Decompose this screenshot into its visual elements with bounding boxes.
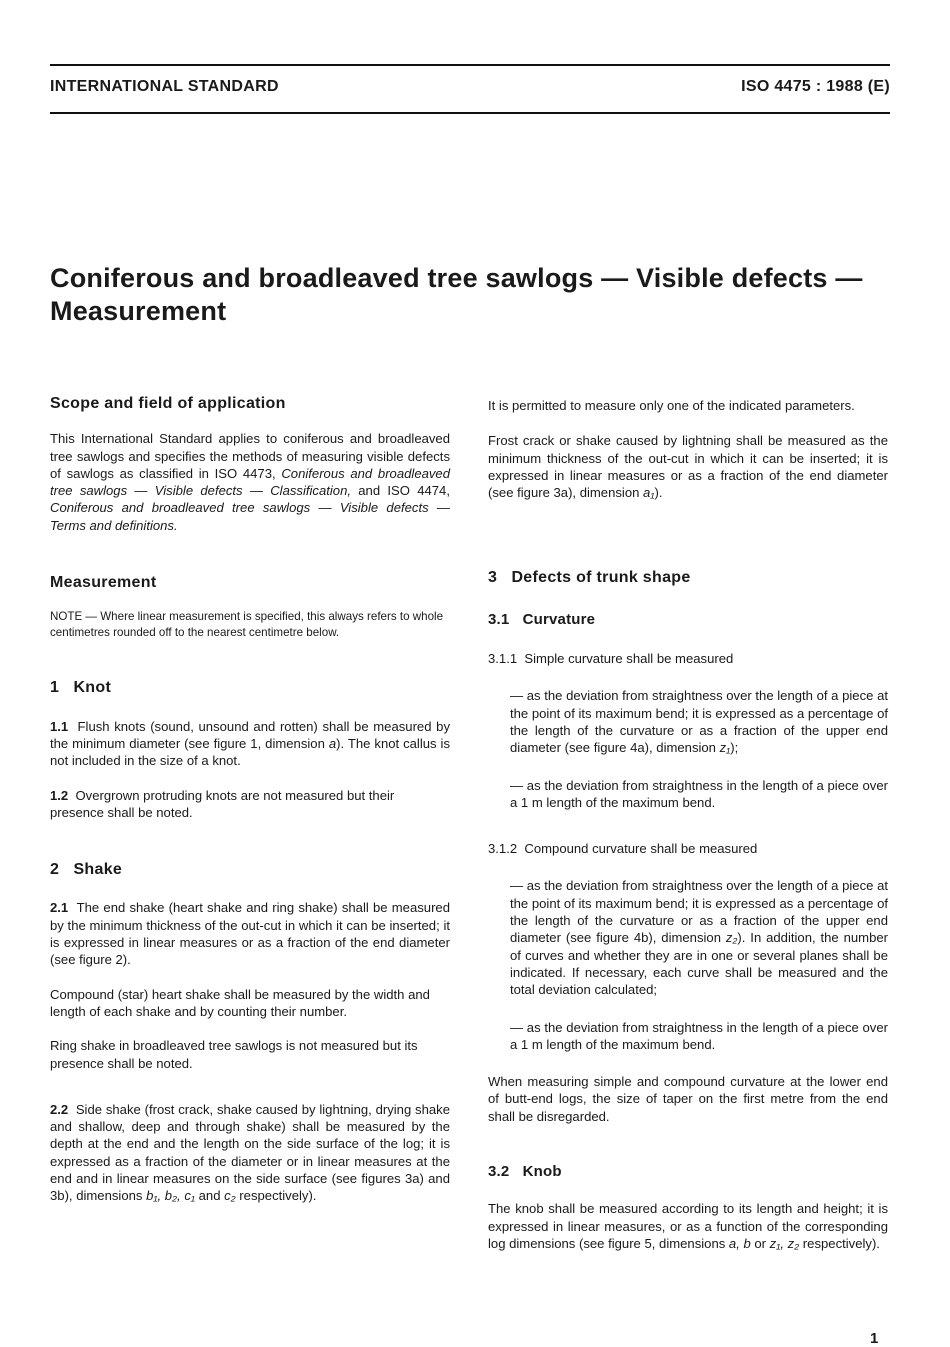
scope-heading: Scope and field of application: [50, 395, 286, 412]
shake-ring-paragraph: Ring shake in broadleaved tree sawlogs is not measured but its presence shall be noted.: [50, 1038, 418, 1071]
clause-2-1: 2.1 The end shake (heart shake and ring shake) shall be measured by the minimum thickness of the out-cut in which it can be inserted; it is expressed in linear measures or as a fraction of the end diameter (see figure 2).: [50, 900, 450, 968]
section-3-1-heading: 3.1 Curvature: [488, 610, 596, 628]
clause-3-1-2: 3.1.2 Compound curvature shall be measured: [488, 841, 758, 857]
right-column: [488, 397, 888, 1252]
section-3-heading: 3 Defects of trunk shape: [488, 569, 691, 587]
simple-curvature-item-1: — as the deviation from straightness over the length of a piece at the point of its maximum bend; it is expressed as a percentage of the length of the curvature or as a fraction of the upper end diameter (see figure 4a), dimension z₁);: [510, 688, 888, 756]
measurement-note: NOTE — Where linear measurement is specified, this always refers to whole centimetres rounded off to the nearest centimetre below.: [50, 610, 444, 640]
header-standard-label: INTERNATIONAL STANDARD: [50, 78, 279, 95]
page-title: Coniferous and broadleaved tree sawlogs — Visible defects — Measurement: [50, 263, 863, 326]
clause-3-1-1: 3.1.1 Simple curvature shall be measured: [488, 651, 734, 667]
clause-2-2: 2.2 Side shake (frost crack, shake caused by lightning, drying shake and shallow, deep and through shake) shall be measured by the depth at the end and the length on the side surface of the log; it is expressed as a fraction of the diameter or in linear measures at the end and in linear measures on the side surface (see figures 3a) and 3b), dimensions b₁, b₂, c₁ and c₂ respectively).: [50, 1101, 450, 1204]
clause-1-2: 1.2 Overgrown protruding knots are not measured but their presence shall be noted.: [50, 787, 395, 820]
scope-ref-4473: Coniferous and broadleaved tree sawlogs — Visible defects — Classification,: [50, 465, 450, 499]
page-number: 1: [870, 1330, 879, 1347]
left-column: [50, 395, 450, 1205]
simple-curvature-item-2: — as the deviation from straightness in the length of a piece over a 1 m length of the maximum bend.: [510, 777, 888, 810]
header-top-rule: [50, 64, 890, 66]
header-bottom-rule: [50, 112, 890, 114]
frost-crack-paragraph: Frost crack or shake caused by lightning shall be measured as the minimum thickness of the out-cut in which it can be inserted; it is expressed in linear measures or as a fraction of the end diameter (see figure 3a), dimension a₁).: [488, 433, 888, 501]
section-2-heading: 2 Shake: [50, 861, 123, 879]
compound-curvature-item-1: — as the deviation from straightness over the length of a piece at the point of its maximum bend; it is expressed as a percentage of the length of the curvature or as a fraction of the upper end diameter (see figure 4b), dimension z₂). In addition, the number of curves and whether they are in one or several planes shall be indicated. If necessary, each curve shall be measured and the total deviation calculated;: [510, 878, 889, 998]
shake-compound-paragraph: Compound (star) heart shake shall be measured by the width and length of each shake and by counting their number.: [50, 986, 430, 1019]
section-3-2-heading: 3.2 Knob: [488, 1163, 562, 1181]
parameters-paragraph: It is permitted to measure only one of the indicated parameters.: [488, 398, 855, 413]
section-1-heading: 1 Knot: [50, 679, 112, 697]
compound-curvature-item-2: — as the deviation from straightness in the length of a piece over a 1 m length of the maximum bend.: [510, 1019, 888, 1052]
clause-1-1: 1.1 Flush knots (sound, unsound and rotten) shall be measured by the minimum diameter (see figure 1, dimension a). The knot callus is not included in the size of a knot.: [50, 718, 451, 769]
curvature-butt-end-paragraph: When measuring simple and compound curvature at the lower end of butt-end logs, the size of taper on the first metre from the end shall be disregarded.: [488, 1074, 888, 1124]
scope-ref-4474: Coniferous and broadleaved tree sawlogs — Visible defects — Terms and definitions.: [50, 500, 450, 533]
measurement-heading: Measurement: [50, 574, 157, 592]
knob-paragraph: The knob shall be measured according to its length and height; it is expressed in linear measures, or as a function of the corresponding log dimensions (see figure 5, dimensions a, b or z₁, z₂ respectively).: [488, 1201, 888, 1251]
scope-paragraph: This International Standard applies to coniferous and broadleaved tree sawlogs and specifies the methods of measuring visible defects of sawlogs as classified in ISO 4473, Coniferous and broadleaved tree sawlogs — Visible defects — Classification, and ISO 4474, Coniferous and broadleaved tree sawlogs — Visible defects — Terms and definitions.: [50, 431, 450, 533]
header-standard-number: ISO 4475 : 1988 (E): [741, 78, 890, 95]
